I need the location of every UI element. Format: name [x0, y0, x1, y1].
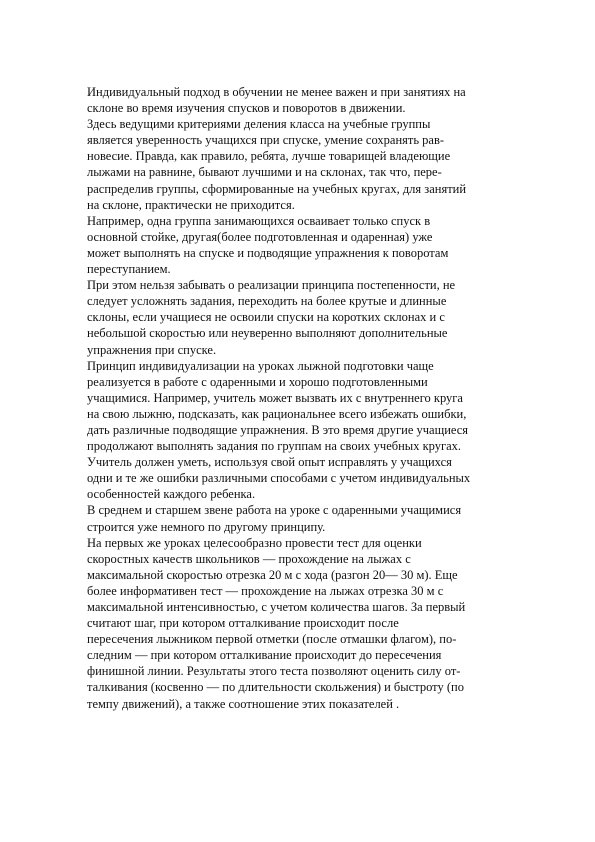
text-line: скоростных качеств школьников — прохождение на лыжах с [87, 551, 411, 566]
text-line: на свою лыжню, подсказать, как рациональнее всего избежать ошибки, [87, 406, 467, 421]
text-line: На первых же уроках целесообразно провести тест для оценки [87, 535, 422, 550]
text-line: является уверенность учащихся при спуске, умение сохранять рав- [87, 133, 445, 148]
text-line: темпу движений), а также соотношение этих показателей . [87, 696, 400, 711]
text-line: считают шаг, при котором отталкивание происходит после [87, 616, 399, 631]
text-line: Например, одна группа занимающихся осваивает только спуск в [87, 213, 431, 228]
text-line: продолжают выполнять задания по группам на своих учебных кругах. [87, 439, 462, 454]
text-line: максимальной интенсивностью, с учетом количества шагов. За первый [87, 600, 466, 614]
text-line: Учитель должен уметь, используя свой опыт исправлять у учащихся [87, 455, 452, 470]
text-line: склоне во время изучения спусков и поворотов в движении. [87, 101, 406, 116]
text-line: переступанием. [87, 262, 171, 277]
text-line: максимальной скоростью отрезка 20 м с хода (разгон 20— 30 м). Еще [87, 567, 458, 582]
text-line: следним — при котором отталкивание происходит до пересечения [87, 648, 442, 663]
text-line: одни и те же ошибки различными способами с учетом индивидуальных [87, 471, 471, 486]
text-line: реализуется в работе с одаренными и хорошо подготовленными [87, 374, 428, 389]
body-text [87, 84, 517, 712]
text-line: следует усложнять задания, переходить на более крутые и длинные [87, 294, 447, 309]
text-line: особенностей каждого ребенка. [87, 487, 256, 502]
text-line: более информативен тест — прохождение на лыжах отрезка 30 м с [87, 583, 444, 598]
text-line: склоны, если учащиеся не освоили спуски на коротких склонах и с [87, 310, 445, 325]
text-line: Индивидуальный подход в обучении не менее важен и при занятиях на [87, 85, 466, 99]
text-line: финишной линии. Результаты этого теста позволяют оценить силу от- [87, 664, 461, 679]
text-line: дать различные подводящие упражнения. В это время другие учащиеся [87, 422, 469, 437]
text-line: учащимися. Например, учитель может вызвать их с внутреннего круга [87, 390, 463, 405]
text-line: распределив группы, сформированные на учебных кругах, для занятий [87, 181, 467, 196]
text-line: лыжами на равнине, бывают лучшими и на склонах, так что, пере- [87, 165, 442, 180]
text-line: При этом нельзя забывать о реализации принципа постепенности, не [87, 278, 456, 293]
text-line: основной стойке, другая(более подготовленная и одаренная) уже [87, 229, 433, 244]
text-line: Здесь ведущими критериями деления класса на учебные группы [87, 117, 431, 132]
text-line: пересечения лыжником первой отметки (после отмашки флагом), по- [87, 632, 457, 647]
text-line: может выполнять на спуске и подводящие упражнения к поворотам [87, 245, 449, 260]
text-line: новесие. Правда, как правило, ребята, лучше товарищей владеющие [87, 149, 451, 164]
text-line: талкивания (косвенно — по длительности скольжения) и быстроту (по [87, 680, 464, 695]
text-line: на склоне, практически не приходится. [87, 197, 295, 212]
text-line: В среднем и старшем звене работа на уроке с одаренными учащимися [87, 503, 462, 518]
text-line: упражнения при спуске. [87, 342, 217, 357]
text-line: строится уже немного по другому принципу. [87, 519, 326, 534]
text-line: Принцип индивидуализации на уроках лыжной подготовки чаще [87, 358, 434, 373]
text-line: небольшой скоростью или неуверенно выполняют дополнительные [87, 326, 448, 341]
